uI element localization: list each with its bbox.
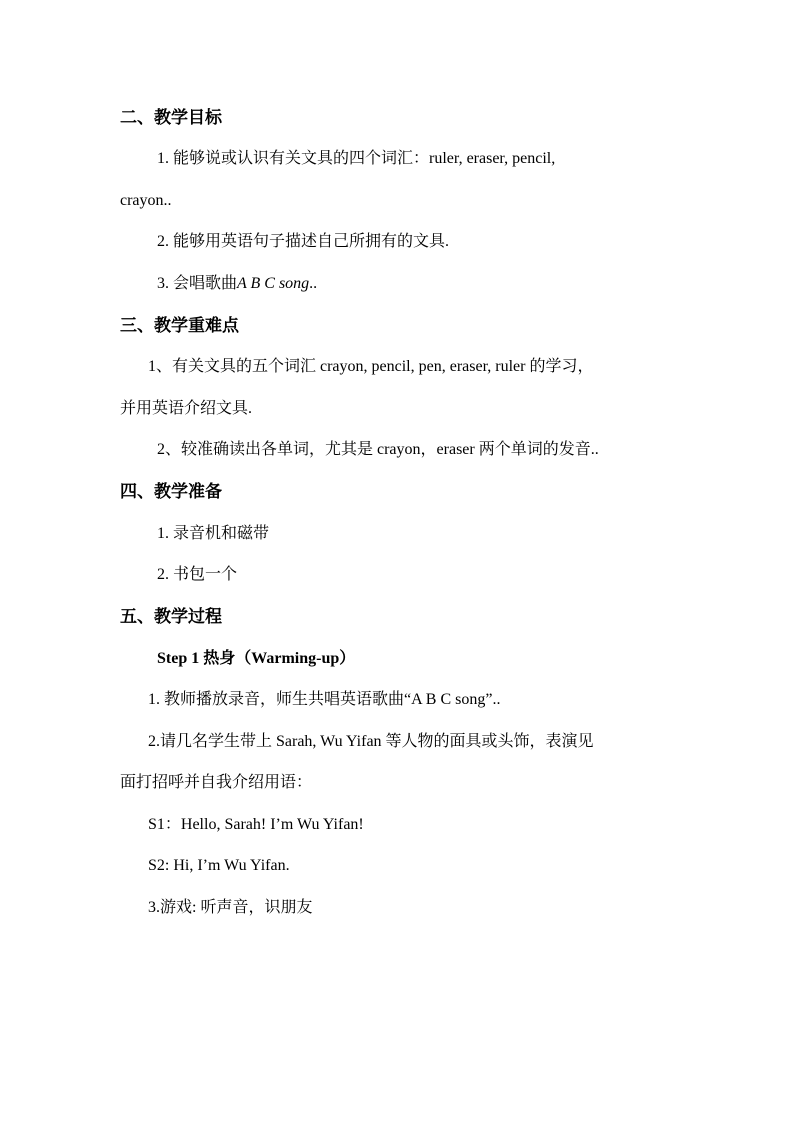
key-point-item-1-line-2: 并用英语介绍文具.: [120, 400, 253, 417]
process-item-1: 1. 教师播放录音，师生共唱英语歌曲“A B C song”..: [148, 691, 501, 708]
process-item-2-line-2: 面打招呼并自我介绍用语：: [120, 774, 313, 791]
dialog-line-s2: S2: Hi, I’m Wu Yifan.: [148, 857, 290, 874]
section-heading-preparation: 四、教学准备: [120, 482, 222, 501]
goal-item-3-suffix: ..: [309, 275, 318, 292]
goal-item-1-line-2: crayon..: [120, 192, 172, 209]
section-heading-key-points: 三、教学重难点: [120, 316, 239, 335]
section-heading-process: 五、教学过程: [120, 607, 222, 626]
preparation-item-1: 1. 录音机和磁带: [157, 525, 270, 542]
goal-item-3-prefix: 3. 会唱歌曲: [157, 275, 238, 292]
goal-item-3-song: A B C song: [237, 275, 310, 292]
key-point-item-1-line-1: 1、有关文具的五个词汇 crayon, pencil, pen, eraser, ruler 的学习，: [148, 358, 594, 375]
section-heading-goals: 二、教学目标: [120, 108, 222, 127]
goal-item-3: [157, 273, 317, 295]
dialog-line-s1: S1：Hello, Sarah! I’m Wu Yifan!: [148, 816, 364, 833]
process-step-1-title: Step 1 热身（Warming-up）: [157, 650, 356, 667]
goal-item-1-line-1: 1. 能够说或认识有关文具的四个词汇：ruler, eraser, pencil,: [157, 150, 556, 167]
key-point-item-2: 2、较准确读出各单词，尤其是 crayon，eraser 两个单词的发音..: [157, 441, 599, 458]
preparation-item-2: 2. 书包一个: [157, 566, 238, 583]
goal-item-2: 2. 能够用英语句子描述自己所拥有的文具.: [157, 233, 450, 250]
process-item-2-line-1: 2.请几名学生带上 Sarah, Wu Yifan 等人物的面具或头饰，表演见: [148, 733, 594, 750]
process-item-3: 3.游戏: 听声音，识朋友: [148, 899, 313, 916]
